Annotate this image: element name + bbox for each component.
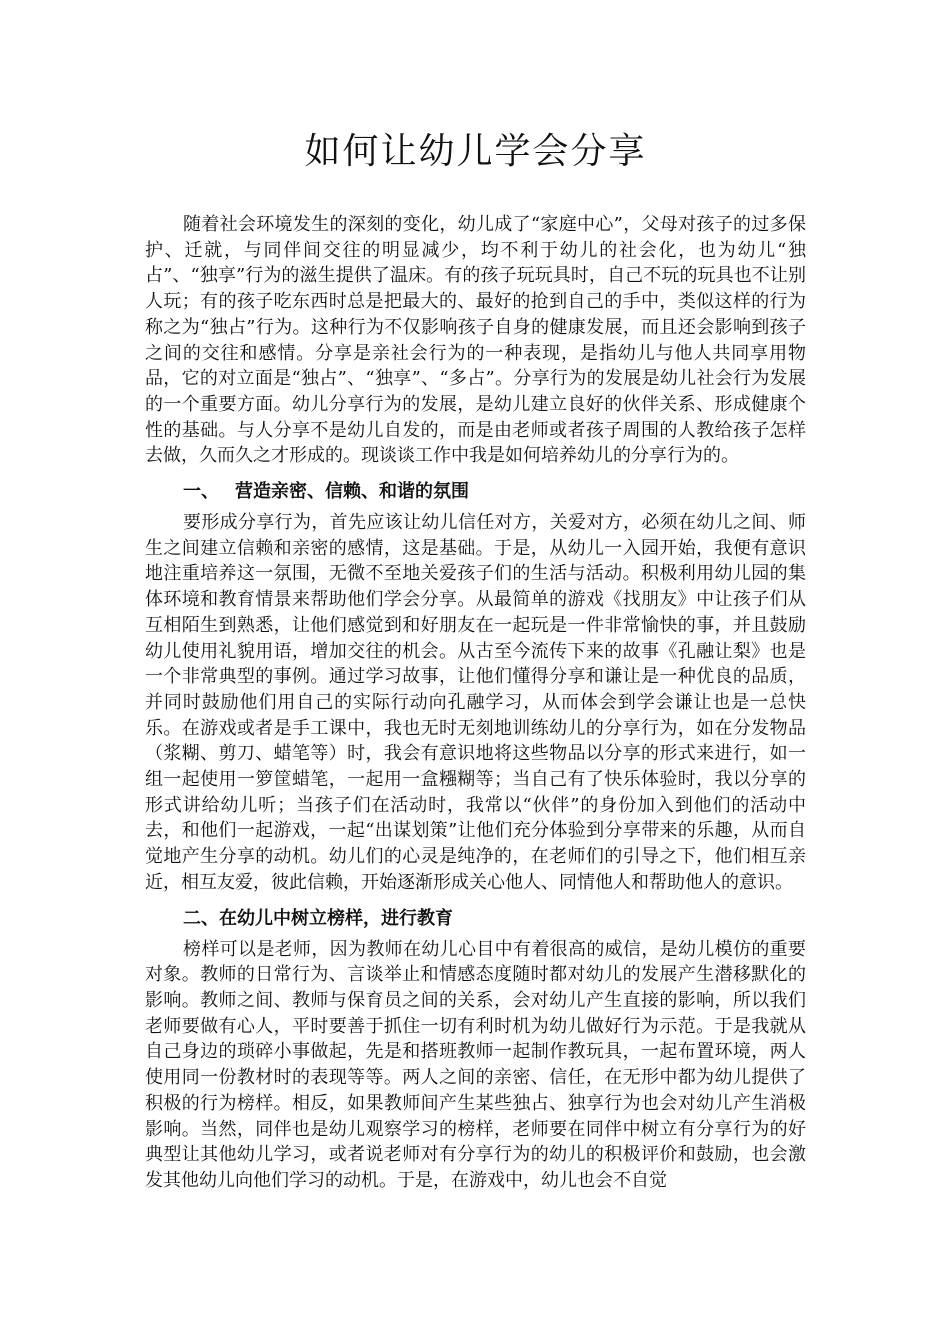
section-heading-text-2: 在幼儿中树立榜样，进行教育 xyxy=(219,907,453,929)
section-heading-2 xyxy=(145,906,806,932)
section-number-2: 二、 xyxy=(183,907,219,929)
section-body-1: 要形成分享行为，首先应该让幼儿信任对方，关爱对方，必须在幼儿之间、师生之间建立信赖和亲密的感情，这是基础。于是，从幼儿一入园开始，我便有意识地注重培养这一氛围，无微不至地关爱孩子们的生活与活动。积极利用幼儿园的集体环境和教育情景来帮助他们学会分享。从最简单的游戏《找朋友》中让孩子们从互相陌生到熟悉，让他们感觉到和好朋友在一起玩是一件非常愉快的事，并且鼓励幼儿使用礼貌用语，增加交往的机会。从古至今流传下来的故事《孔融让梨》也是一个非常典型的事例。通过学习故事，让他们懂得分享和谦让是一种优良的品质，并同时鼓励他们用自己的实际行动向孔融学习，从而体会到学会谦让也是一总快乐。在游戏或者是手工课中，我也无时无刻地训练幼儿的分享行为，如在分发物品（浆糊、剪刀、蜡笔等）时，我会有意识地将这些物品以分享的形式来进行，如一组一起使用一箩筐蜡笔，一起用一盒糨糊等；当自己有了快乐体验时，我以分享的形式讲给幼儿听；当孩子们在活动时，我常以“伙伴”的身份加入到他们的活动中去，和他们一起游戏，一起“出谋划策”让他们充分体验到分享带来的乐趣，从而自觉地产生分享的动机。幼儿们的心灵是纯净的，在老师们的引导之下，他们相互亲近，相互友爱，彼此信赖，开始逐渐形成关心他人、同情他人和帮助他人的意识。 xyxy=(145,512,806,893)
section-number-1: 一、 xyxy=(183,481,219,503)
section-heading-1 xyxy=(145,479,806,505)
intro-paragraph: 随着社会环境发生的深刻的变化，幼儿成了“家庭中心”，父母对孩子的过多保护、迁就，与同伴间交往的明显减少，均不利于幼儿的社会化，也为幼儿“独占”、“独享”行为的滋生提供了温床。有的孩子玩玩具时，自己不玩的玩具也不让别人玩；有的孩子吃东西时总是把最大的、最好的抢到自己的手中，类似这样的行为称之为“独占”行为。这种行为不仅影响孩子自身的健康发展，而且还会影响到孩子之间的交往和感情。分享是亲社会行为的一种表现，是指幼儿与他人共同享用物品，它的对立面是“独占”、“独享”、“多占”。分享行为的发展是幼儿社会行为发展的一个重要方面。幼儿分享行为的发展，是幼儿建立良好的伙伴关系、形成健康个性的基础。与人分享不是幼儿自发的，而是由老师或者孩子周围的人教给孩子怎样去做，久而久之才形成的。现谈谈工作中我是如何培养幼儿的分享行为的。 xyxy=(145,214,806,467)
section-heading-text-1: 营造亲密、信赖、和谐的氛围 xyxy=(235,481,469,503)
section-body-2: 榜样可以是老师，因为教师在幼儿心目中有着很高的威信，是幼儿模仿的重要对象。教师的日常行为、言谈举止和情感态度随时都对幼儿的发展产生潜移默化的影响。教师之间、教师与保育员之间的关系，会对幼儿产生直接的影响，所以我们老师要做有心人，平时要善于抓住一切有利时机为幼儿做好行为示范。于是我就从自己身边的琐碎小事做起，先是和搭班教师一起制作教玩具，一起布置环境，两人使用同一份教材时的表现等等。两人之间的亲密、信任，在无形中都为幼儿提供了积极的行为榜样。相反，如果教师间产生某些独占、独享行为也会对幼儿产生消极影响。当然，同伴也是幼儿观察学习的榜样，老师要在同伴中树立有分享行为的好典型让其他幼儿学习，或者说老师对有分享行为的幼儿的积极评价和鼓励，也会激发其他幼儿向他们学习的动机。于是，在游戏中，幼儿也会不自觉 xyxy=(145,938,806,1191)
page-title: 如何让幼儿学会分享 xyxy=(304,131,647,172)
document-page xyxy=(145,0,806,1344)
